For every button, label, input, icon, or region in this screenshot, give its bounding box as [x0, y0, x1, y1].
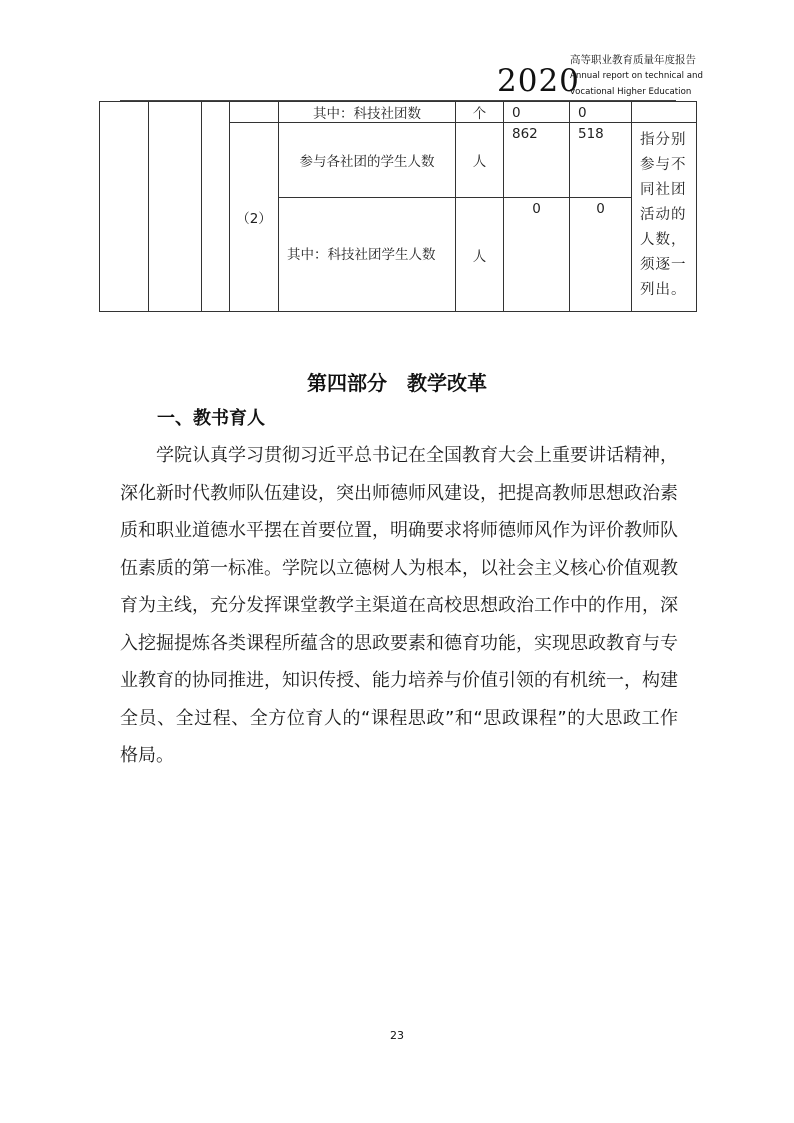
- row-value-2: 0: [570, 198, 632, 312]
- table-cell-empty: [632, 102, 697, 123]
- table-cell-empty: [149, 102, 202, 312]
- table-cell-empty: [100, 102, 149, 312]
- row-value-2: 518: [570, 123, 632, 198]
- page-number: 23: [390, 1029, 404, 1042]
- section-title: 第四部分 教学改革: [307, 371, 487, 395]
- statistics-table: [99, 101, 697, 312]
- row-value-1: 862: [504, 123, 570, 198]
- header-title-cn: 高等职业教育质量年度报告: [570, 54, 696, 66]
- row-unit: 人: [456, 198, 504, 312]
- header-title-en-line1: Annual report on technical and: [570, 71, 703, 81]
- header-year: 2020: [497, 63, 580, 99]
- row-name: 其中：科技社团数: [279, 102, 456, 123]
- header-title-en-line2: vocational Higher Education: [570, 87, 692, 97]
- row-unit: 人: [456, 123, 504, 198]
- subsection-title: 一、教书育人: [157, 408, 265, 429]
- row-value-2: 0: [570, 102, 632, 123]
- row-name: 参与各社团的学生人数: [279, 123, 456, 198]
- table-cell-empty: [230, 102, 279, 123]
- row-unit: 个: [456, 102, 504, 123]
- row-value-1: 0: [504, 198, 570, 312]
- row-name: 其中：科技社团学生人数: [279, 198, 456, 312]
- table-cell-empty: [202, 102, 230, 312]
- note-cell: 指分别参与不同社团活动的人数，须逐一列出。: [632, 123, 697, 312]
- table-row: [100, 102, 697, 123]
- row-value-1: 0: [504, 102, 570, 123]
- report-header: [497, 52, 703, 104]
- group-index: （2）: [230, 123, 279, 312]
- body-paragraph: 学院认真学习贯彻习近平总书记在全国教育大会上重要讲话精神，深化新时代教师队伍建设，突出师德师风建设，把提高教师思想政治素质和职业道德水平摆在首要位置，明确要求将师德师风作为评价教师队伍素质的第一标准。学院以立德树人为根本，以社会主义核心价值观教育为主线，充分发挥课堂教学主渠道在高校思想政治工作中的作用，深入挖掘提炼各类课程所蕴含的思政要素和德育功能，实现思政教育与专业教育的协同推进，知识传授、能力培养与价值引领的有机统一，构建全员、全过程、全方位育人的“课程思政”和“思政课程”的大思政工作格局。: [120, 445, 678, 766]
